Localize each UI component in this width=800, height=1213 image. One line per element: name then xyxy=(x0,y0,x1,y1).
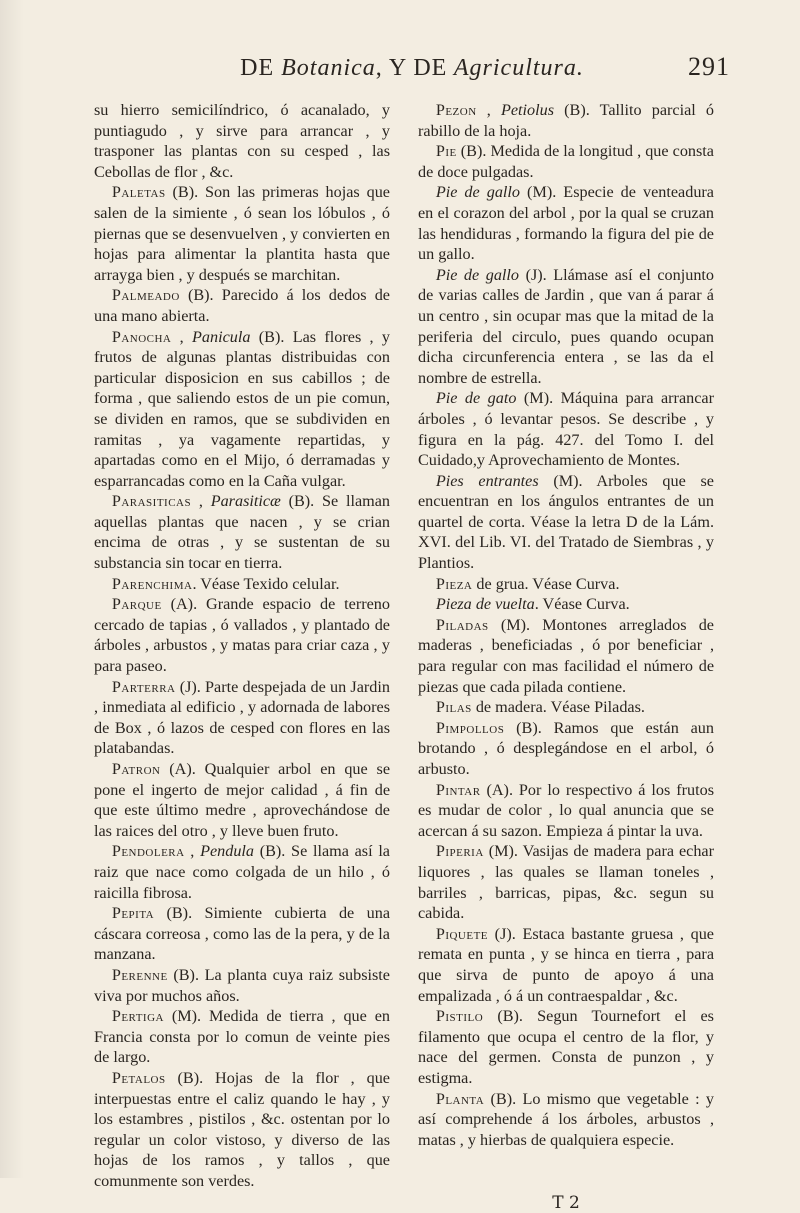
glossary-entry xyxy=(418,1006,714,1088)
right-column xyxy=(418,100,714,1191)
entry-latin-term: Pies entrantes xyxy=(435,471,539,490)
entry-text: (M). Medida de tierra , que en Francia consta por lo comun de veinte pies de largo. xyxy=(94,1007,390,1067)
entry-latin-term: Petiolus xyxy=(500,101,555,119)
left-column xyxy=(94,100,390,1191)
entry-text: (J). Llámase así el conjunto de varias calles de Jardin , que van á parar á un centro , sin ocupar mas que la mitad de la periferia del circulo, pues quando ocupan dicha circunferencia entera , se las da el nombre de estrella. xyxy=(418,265,715,387)
entry-headword: Pepita xyxy=(111,904,155,923)
entry-headword: Pertiga xyxy=(111,1007,164,1026)
entry-headword: Piladas xyxy=(435,615,489,634)
glossary-entry xyxy=(94,100,390,182)
entry-headword: Paletas xyxy=(111,183,166,202)
glossary-entry xyxy=(94,677,390,759)
running-header xyxy=(94,52,730,82)
glossary-entry xyxy=(418,1089,714,1151)
two-column-body xyxy=(94,100,730,1191)
entry-headword: Pie xyxy=(435,142,457,161)
entry-text: (M). Arboles que se encuentran en los ángulos entrantes de un quartel de corta. Véase la letra D de la Lám. XVI. del Lib. VI. del Tratado de Siembras , y Plantios. xyxy=(418,471,714,573)
entry-latin-term: Pie de gallo xyxy=(435,265,520,284)
entry-headword: Pieza xyxy=(435,574,473,593)
entry-headword: Parque xyxy=(111,595,162,614)
entry-headword: Pistilo xyxy=(435,1007,484,1026)
entry-text: (B). Son las primeras hojas que salen de la simiente , ó sean los lóbulos , ó piernas que se desenvuelven , y convierten en hojas para alimentar la plantita hasta que arrayga bien , y después se marchitan. xyxy=(94,183,390,284)
entry-text: . Véase Curva. xyxy=(534,595,630,614)
glossary-entry xyxy=(418,388,714,470)
glossary-entry: Pendolera , Pendula (B). Se llama así la raiz que nace como colgada de un hilo , ó raicilla fibrosa. xyxy=(94,842,390,902)
glossary-entry xyxy=(418,718,714,780)
glossary-entry xyxy=(418,780,714,842)
entry-text: (B). Se llama así la raiz que nace como colgada de un hilo , ó raicilla fibrosa. xyxy=(94,842,390,902)
entry-latin-term: Pieza de vuelta xyxy=(435,595,535,614)
entry-headword: Perenne xyxy=(111,965,168,984)
entry-text: (B). La planta cuya raiz subsiste viva por muchos años. xyxy=(94,965,390,1005)
entry-text: (B). Se llaman aquellas plantas que nacen , y se crian encima de otras , y se sustentan de su substancia sin tocar en tierra. xyxy=(94,492,390,573)
entry-latin-term: Panicula xyxy=(192,327,251,346)
entry-headword: Patron xyxy=(111,760,161,778)
entry-text: (B). Tallito parcial ó rabillo de la hoja. xyxy=(418,101,714,140)
glossary-entry xyxy=(418,841,714,923)
entry-headword: Pendolera xyxy=(111,842,185,861)
glossary-entry xyxy=(418,574,714,595)
entry-text: . Véase Texido celular. xyxy=(192,574,340,593)
entry-text: (A). Por lo respectivo á los frutos es mudar de color , lo qual anuncia que se acercan á su sazon. Empieza á pintar la uva. xyxy=(418,780,714,840)
entry-text: de madera. Véase Piladas. xyxy=(471,698,645,717)
entry-headword: Petalos xyxy=(111,1068,166,1087)
entry-text: (B). Ramos que están aun brotando , ó desplegándose en el arbol, ó arbusto. xyxy=(418,718,714,778)
entry-headword: Palmeado xyxy=(111,286,180,305)
entry-latin-term: Pie de gallo xyxy=(435,183,521,202)
glossary-entry xyxy=(418,615,714,697)
glossary-entry xyxy=(418,182,714,264)
glossary-entry xyxy=(418,141,714,182)
entry-latin-term: Parasiticæ xyxy=(210,492,281,511)
glossary-entry xyxy=(418,697,714,718)
entry-headword: Pimpollos xyxy=(435,718,505,737)
glossary-entry: Panocha , Panicula (B). Las flores , y frutos de algunas plantas distribuidas con particular disposicion en sus cabillos ; de forma , que saliendo estos de un pie comun, se dividen en ramos, que se subdividen en ramitas , ya vagamente repartidas, y apartadas como en el Mijo, ó derramadas y esparrancadas como en la Caña vulgar. xyxy=(94,327,390,490)
entry-text: (M). Vasijas de madera para echar liquores , las quales se llaman toneles , barriles , barricas, pipas, &c. segun su cabida. xyxy=(418,842,714,923)
entry-headword: Pintar xyxy=(435,780,481,799)
entry-text: (B). Las flores , y frutos de algunas plantas distribuidas con particular disposicion en sus cabillos ; de forma , que saliendo estos de un pie comun, se dividen en ramos, que se subdividen en ramitas , ya vagamente repartidas, y apartadas como en el Mijo, ó derramadas y esparrancadas como en la Caña vulgar. xyxy=(94,327,390,490)
entry-text: de grua. Véase Curva. xyxy=(472,574,620,593)
glossary-entry xyxy=(94,182,390,285)
entry-headword: Piperia xyxy=(435,842,484,861)
entry-latin-term: Pendula xyxy=(200,842,255,861)
entry-latin-term: Pie de gato xyxy=(435,389,517,408)
glossary-entry xyxy=(94,285,390,326)
entry-headword: Parterra xyxy=(111,677,176,696)
entry-text: (B). Parecido á los dedos de una mano abierta. xyxy=(94,286,390,325)
entry-text: (B). Medida de la longitud , que consta de doce pulgadas. xyxy=(418,142,714,181)
signature-mark: T 2 xyxy=(552,1193,580,1213)
entry-text: (J). Estaca bastante gruesa , que remata en punta , y se hinca en tierra , para que sirva de punto de apoyo á una empalizada , ó á un contraespaldar , &c. xyxy=(418,924,714,1005)
glossary-entry xyxy=(94,965,390,1006)
entry-text: su hierro semicilíndrico, ó acanalado, y puntiagudo , y sirve para arrancar , y trasponer las plantas con su cesped , las Cebollas de flor , &c. xyxy=(94,101,390,181)
entry-text: (B). Simiente cubierta de una cáscara correosa , como las de la pera, y de la manzana. xyxy=(94,904,390,964)
entry-headword: Planta xyxy=(435,1089,485,1108)
glossary-entry xyxy=(94,759,390,841)
entry-text: (B). Hojas de la flor , que interpuestas entre el caliz quando le hay , y los estambres , pistilos , &c. ostentan por lo regular un color vistoso, y diverso de las hojas de los ramos , y tallos , que comunmente son verdes. xyxy=(94,1068,390,1190)
glossary-entry: Parasiticas , Parasiticæ (B). Se llaman aquellas plantas que nacen , y se crian encima de otras , y se sustentan de su substancia sin tocar en tierra. xyxy=(94,492,390,573)
running-title: DE Botanica, Y DE Agricultura. xyxy=(240,55,584,81)
entry-text: (M). Máquina para arrancar árboles , ó levantar pesos. Se describe , y figura en la pág. 427. del Tomo I. del Cuidado,y Aprovechamiento de Montes. xyxy=(418,389,714,470)
page-number: 291 xyxy=(688,52,730,81)
glossary-entry: Pezon , Petiolus (B). Tallito parcial ó rabillo de la hoja. xyxy=(418,101,714,140)
entry-text: (M). Especie de venteadura en el corazon del arbol , por la qual se cruzan las hendiduras , formando la figura del pie de un gallo. xyxy=(418,183,714,264)
entry-headword: Pezon xyxy=(435,101,477,119)
entry-headword: Parasiticas xyxy=(111,492,192,511)
entry-text: (M). Montones arreglados de maderas , beneficiadas , ó por beneficiar , para regular con mas facilidad el número de piezas que cada pilada contiene. xyxy=(418,615,714,696)
glossary-entry xyxy=(94,1006,390,1068)
glossary-entry xyxy=(94,1068,390,1192)
glossary-entry xyxy=(94,903,390,965)
entry-headword: Parenchima xyxy=(111,574,193,593)
entry-headword: Panocha xyxy=(111,327,172,346)
glossary-entry xyxy=(418,265,714,389)
glossary-entry xyxy=(418,594,714,615)
entry-text: (A). Qualquier arbol en que se pone el ingerto de mejor calidad , á fin de que este último medre , aprovechándose de las raices del otro , y lleve buen fruto. xyxy=(94,760,390,840)
entry-text: (A). Grande espacio de terreno cercado de tapias , ó vallados , y plantado de árboles , arbustos , y matas para criar caza , y para paseo. xyxy=(94,595,390,676)
glossary-entry xyxy=(94,574,390,595)
glossary-entry xyxy=(94,594,390,676)
glossary-entry xyxy=(418,471,714,574)
entry-text: (J). Parte despejada de un Jardin , inmediata al edificio , y adornada de labores de Box , ó lazos de cesped con flores en las platabandas. xyxy=(94,677,390,758)
entry-text: (B). Segun Tournefort el es filamento que ocupa el centro de la flor, y nace del germen. Consta de punzon , y estigma. xyxy=(418,1007,714,1087)
entry-headword: Piquete xyxy=(435,924,489,943)
glossary-entry xyxy=(418,924,714,1006)
entry-headword: Pilas xyxy=(435,698,472,717)
entry-text: (B). Lo mismo que vegetable : y así comprehende á los árboles, arbustos , matas , y hierbas de qualquiera especie. xyxy=(418,1089,714,1149)
